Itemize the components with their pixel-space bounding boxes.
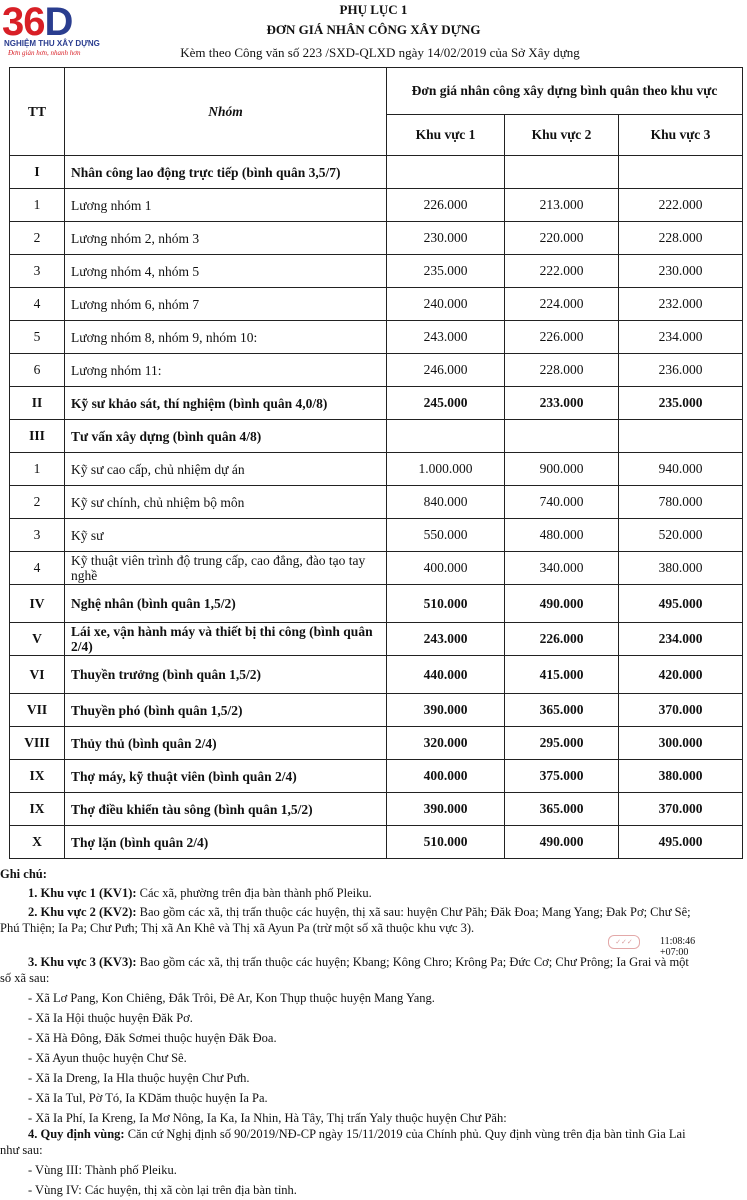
cell-region-3: 232.000 <box>619 288 743 321</box>
cell-tt: VI <box>10 656 65 694</box>
cell-region-1: 440.000 <box>387 656 505 694</box>
signature-stamp: ✓✓✓ <box>608 935 640 949</box>
cell-region-1: 243.000 <box>387 321 505 354</box>
col-header-tt: TT <box>10 68 65 156</box>
logo-char-6: 6 <box>23 0 45 44</box>
cell-tt: 5 <box>10 321 65 354</box>
table-row <box>10 727 743 760</box>
cell-region-3: 222.000 <box>619 189 743 222</box>
appendix-title: PHỤ LỤC 1 <box>339 2 408 17</box>
cell-region-2: 213.000 <box>505 189 619 222</box>
col-header-region-1: Khu vực 1 <box>387 115 505 156</box>
cell-tt: IV <box>10 585 65 623</box>
cell-region-2: 740.000 <box>505 486 619 519</box>
cell-name: Thợ lặn (bình quân 2/4) <box>65 826 387 859</box>
cell-tt: III <box>10 420 65 453</box>
cell-name: Kỹ thuật viên trình độ trung cấp, cao đẳng, đào tạo tay nghề <box>65 552 387 585</box>
cell-region-1: 510.000 <box>387 826 505 859</box>
cell-tt: 6 <box>10 354 65 387</box>
logo-char-3: 3 <box>2 0 24 44</box>
cell-region-2: 220.000 <box>505 222 619 255</box>
notes-heading: Ghi chú: <box>0 867 47 881</box>
notes-section <box>0 866 747 1198</box>
table-row <box>10 694 743 727</box>
cell-region-3: 495.000 <box>619 585 743 623</box>
cell-region-2: 415.000 <box>505 656 619 694</box>
cell-tt: VIII <box>10 727 65 760</box>
cell-region-1: 510.000 <box>387 585 505 623</box>
cell-name: Lương nhóm 6, nhóm 7 <box>65 288 387 321</box>
table-row <box>10 453 743 486</box>
col-header-group: Nhóm <box>65 68 387 156</box>
logo-tagline: NGHIỆM THU XÂY DỰNG <box>4 39 100 48</box>
cell-region-2 <box>505 156 619 189</box>
cell-region-3: 228.000 <box>619 222 743 255</box>
cell-tt: X <box>10 826 65 859</box>
table-row <box>10 321 743 354</box>
cell-region-3: 780.000 <box>619 486 743 519</box>
cell-region-2: 490.000 <box>505 585 619 623</box>
table-row <box>10 486 743 519</box>
note-1-label: 1. Khu vực 1 (KV1): <box>28 886 137 900</box>
cell-name: Lương nhóm 4, nhóm 5 <box>65 255 387 288</box>
cell-region-1: 390.000 <box>387 793 505 826</box>
table-row <box>10 585 743 623</box>
document-reference: Kèm theo Công văn số 223 /SXD-QLXD ngày 14/02/2019 của Sở Xây dựng <box>180 45 580 60</box>
cell-region-1: 400.000 <box>387 552 505 585</box>
cell-region-2: 375.000 <box>505 760 619 793</box>
table-row <box>10 519 743 552</box>
note-2 <box>0 904 747 920</box>
timestamp-time: 11:08:46 <box>660 936 696 947</box>
table-row <box>10 222 743 255</box>
cell-region-2: 295.000 <box>505 727 619 760</box>
cell-region-2: 226.000 <box>505 623 619 656</box>
cell-region-2: 365.000 <box>505 694 619 727</box>
note-1 <box>0 885 747 901</box>
cell-region-1 <box>387 420 505 453</box>
cell-region-2: 490.000 <box>505 826 619 859</box>
table-row <box>10 656 743 694</box>
cell-name: Thợ điều khiển tàu sông (bình quân 1,5/2) <box>65 793 387 826</box>
cell-tt: 2 <box>10 486 65 519</box>
cell-tt: VII <box>10 694 65 727</box>
cell-tt: IX <box>10 793 65 826</box>
cell-region-1: 235.000 <box>387 255 505 288</box>
note-3-text: Bao gồm các xã, thị trấn thuộc các huyện; Kbang; Kông Chro; Krông Pa; Đức Cơ; Chư Prông; Ia Grai và một <box>136 955 689 969</box>
cell-name: Lái xe, vận hành máy và thiết bị thi công (bình quân 2/4) <box>65 623 387 656</box>
cell-name: Thợ máy, kỹ thuật viên (bình quân 2/4) <box>65 760 387 793</box>
cell-name: Nhân công lao động trực tiếp (bình quân 3,5/7) <box>65 156 387 189</box>
cell-region-3: 370.000 <box>619 694 743 727</box>
cell-tt: II <box>10 387 65 420</box>
cell-region-1: 840.000 <box>387 486 505 519</box>
logo-slogan: Đơn giản hơn, nhanh hơn <box>8 49 81 57</box>
table-row <box>10 288 743 321</box>
note-2-label: 2. Khu vực 2 (KV2): <box>28 905 137 919</box>
list-item: - Xã Ayun thuộc huyện Chư Sê. <box>28 1051 187 1065</box>
cell-region-1 <box>387 156 505 189</box>
cell-tt: I <box>10 156 65 189</box>
cell-tt: IX <box>10 760 65 793</box>
note-3-label: 3. Khu vực 3 (KV3): <box>28 955 137 969</box>
cell-region-2: 900.000 <box>505 453 619 486</box>
list-item: - Vùng IV: Các huyện, thị xã còn lại trên địa bàn tỉnh. <box>28 1183 297 1197</box>
timestamp-tz: +07:00 <box>660 947 689 958</box>
logo-char-d: D <box>44 0 73 44</box>
cell-name: Thuyền phó (bình quân 1,5/2) <box>65 694 387 727</box>
cell-region-2: 233.000 <box>505 387 619 420</box>
cell-region-2: 228.000 <box>505 354 619 387</box>
cell-name: Kỹ sư chính, chủ nhiệm bộ môn <box>65 486 387 519</box>
table-row <box>10 760 743 793</box>
cell-region-1: 226.000 <box>387 189 505 222</box>
cell-name: Thủy thủ (bình quân 2/4) <box>65 727 387 760</box>
cell-tt: 1 <box>10 453 65 486</box>
cell-tt: 4 <box>10 552 65 585</box>
cell-region-3 <box>619 420 743 453</box>
note-4 <box>0 1126 747 1142</box>
cell-region-3: 230.000 <box>619 255 743 288</box>
table-row <box>10 826 743 859</box>
table-row <box>10 189 743 222</box>
table-row <box>10 156 743 189</box>
table-row <box>10 793 743 826</box>
cell-region-3: 234.000 <box>619 623 743 656</box>
cell-region-3 <box>619 156 743 189</box>
cell-region-1: 390.000 <box>387 694 505 727</box>
cell-region-3: 234.000 <box>619 321 743 354</box>
cell-region-1: 246.000 <box>387 354 505 387</box>
cell-name: Lương nhóm 11: <box>65 354 387 387</box>
cell-name: Tư vấn xây dựng (bình quân 4/8) <box>65 420 387 453</box>
note-4-cont: như sau: <box>0 1143 43 1157</box>
list-item: - Vùng III: Thành phố Pleiku. <box>28 1163 177 1177</box>
note-1-text: Các xã, phường trên địa bàn thành phố Pleiku. <box>136 886 372 900</box>
cell-region-3: 370.000 <box>619 793 743 826</box>
cell-name: Nghệ nhân (bình quân 1,5/2) <box>65 585 387 623</box>
cell-region-3: 235.000 <box>619 387 743 420</box>
cell-region-1: 240.000 <box>387 288 505 321</box>
table-row <box>10 387 743 420</box>
cell-region-2: 340.000 <box>505 552 619 585</box>
cell-tt: 1 <box>10 189 65 222</box>
col-header-region-3: Khu vực 3 <box>619 115 743 156</box>
cell-region-3: 420.000 <box>619 656 743 694</box>
col-header-region-2: Khu vực 2 <box>505 115 619 156</box>
cell-tt: 2 <box>10 222 65 255</box>
cell-region-3: 495.000 <box>619 826 743 859</box>
cell-name: Kỹ sư cao cấp, chủ nhiệm dự án <box>65 453 387 486</box>
cell-region-3: 236.000 <box>619 354 743 387</box>
cell-region-1: 1.000.000 <box>387 453 505 486</box>
cell-region-2: 480.000 <box>505 519 619 552</box>
cell-region-3: 380.000 <box>619 760 743 793</box>
cell-region-1: 243.000 <box>387 623 505 656</box>
col-header-regions: Đơn giá nhân công xây dựng bình quân theo khu vực <box>387 68 743 115</box>
list-item: - Xã Ia Hội thuộc huyện Đăk Pơ. <box>28 1011 193 1025</box>
cell-name: Thuyền trưởng (bình quân 1,5/2) <box>65 656 387 694</box>
cell-tt: 3 <box>10 255 65 288</box>
table-row <box>10 255 743 288</box>
list-item: - Xã Lơ Pang, Kon Chiêng, Đắk Trôi, Đê Ar, Kon Thụp thuộc huyện Mang Yang. <box>28 991 435 1005</box>
cell-name: Lương nhóm 8, nhóm 9, nhóm 10: <box>65 321 387 354</box>
cell-tt: V <box>10 623 65 656</box>
table-row <box>10 354 743 387</box>
cell-region-3: 940.000 <box>619 453 743 486</box>
table-row <box>10 552 743 585</box>
cell-region-3: 300.000 <box>619 727 743 760</box>
document-title: ĐƠN GIÁ NHÂN CÔNG XÂY DỰNG <box>266 22 481 37</box>
cell-name: Kỹ sư <box>65 519 387 552</box>
note-4-label: 4. Quy định vùng: <box>28 1127 125 1141</box>
list-item: - Xã Hà Đông, Đăk Sơmei thuộc huyện Đăk Đoa. <box>28 1031 277 1045</box>
note-3-cont: số xã sau: <box>0 971 50 985</box>
cell-region-1: 230.000 <box>387 222 505 255</box>
table-row <box>10 623 743 656</box>
note-2-text: Bao gồm các xã, thị trấn thuộc các huyện, thị xã sau: huyện Chư Păh; Đăk Đoa; Mang Yang; Đak Pơ; Chư Sê; <box>136 905 691 919</box>
list-item: - Xã Ia Tul, Pờ Tó, Ia KDăm thuộc huyện Ia Pa. <box>28 1091 268 1105</box>
cell-region-2 <box>505 420 619 453</box>
note-2-cont: Phú Thiện; Ia Pa; Chư Pưh; Thị xã An Khê và Thị xã Ayun Pa (trừ một số xã thuộc khu vực 3). <box>0 921 475 935</box>
cell-tt: 3 <box>10 519 65 552</box>
cell-tt: 4 <box>10 288 65 321</box>
cell-name: Lương nhóm 2, nhóm 3 <box>65 222 387 255</box>
list-item: - Xã Ia Dreng, Ia Hla thuộc huyện Chư Pưh. <box>28 1071 250 1085</box>
cell-name: Kỹ sư khảo sát, thí nghiệm (bình quân 4,0/8) <box>65 387 387 420</box>
wage-table <box>9 67 743 859</box>
cell-name: Lương nhóm 1 <box>65 189 387 222</box>
note-4-list <box>0 1162 747 1198</box>
cell-region-2: 226.000 <box>505 321 619 354</box>
cell-region-1: 550.000 <box>387 519 505 552</box>
cell-region-1: 245.000 <box>387 387 505 420</box>
list-item: - Xã Ia Phí, Ia Kreng, Ia Mơ Nông, Ia Ka, Ia Nhin, Hà Tây, Thị trấn Yaly thuộc huyện Chư Păh: <box>28 1111 507 1125</box>
note-3 <box>0 954 747 970</box>
cell-region-1: 400.000 <box>387 760 505 793</box>
cell-region-2: 365.000 <box>505 793 619 826</box>
cell-region-2: 222.000 <box>505 255 619 288</box>
cell-region-2: 224.000 <box>505 288 619 321</box>
table-row <box>10 420 743 453</box>
note-3-list <box>0 990 747 1126</box>
cell-region-1: 320.000 <box>387 727 505 760</box>
cell-region-3: 520.000 <box>619 519 743 552</box>
note-4-text: Căn cứ Nghị định số 90/2019/NĐ-CP ngày 15/11/2019 của Chính phủ. Quy định vùng trên địa bàn tỉnh Gia Lai <box>124 1127 686 1141</box>
cell-region-3: 380.000 <box>619 552 743 585</box>
